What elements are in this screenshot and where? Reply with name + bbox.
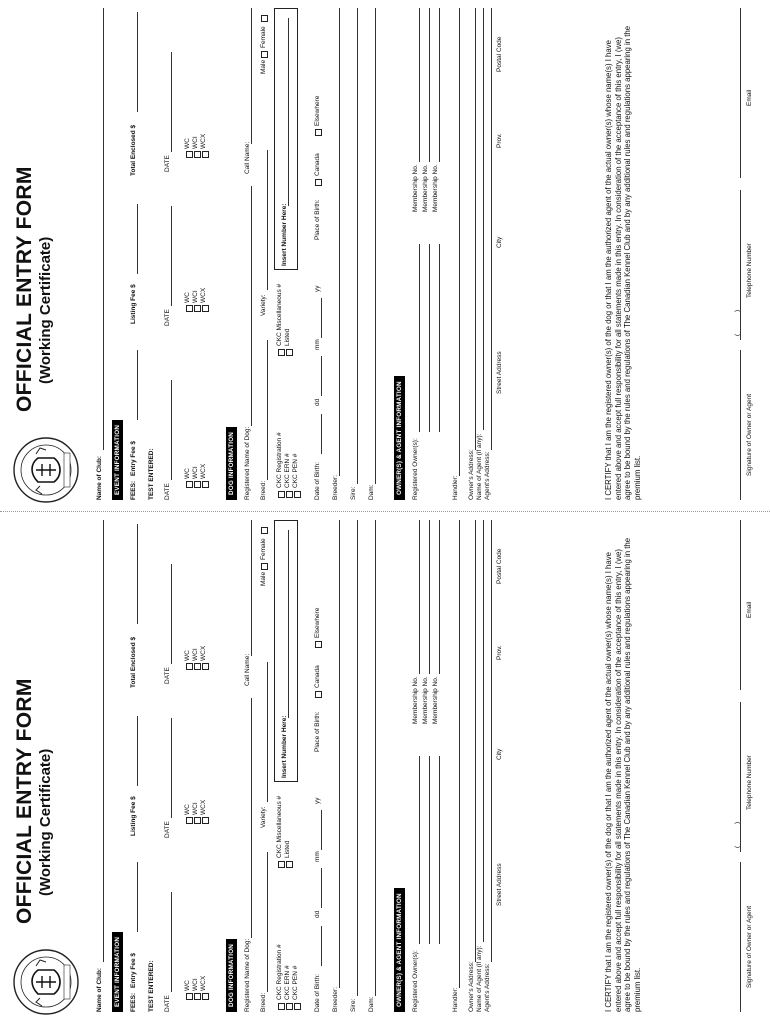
ckc-misc-label: CKC Miscellaneous # bbox=[276, 795, 283, 858]
ckc-misc-checkbox[interactable] bbox=[278, 861, 285, 868]
listing-fee-label: Listing Fee $ bbox=[130, 796, 137, 836]
dob-yy-label: yy bbox=[314, 797, 321, 804]
ckc-registration-checkbox[interactable] bbox=[278, 491, 285, 498]
membership-no-label: Membership No. bbox=[412, 164, 419, 212]
call-name-field[interactable] bbox=[251, 8, 252, 144]
test-wcx-checkbox-1[interactable] bbox=[202, 993, 209, 1000]
dob-yy-label: yy bbox=[314, 285, 321, 292]
club-name-label: Name of Club: bbox=[96, 967, 103, 1012]
test-date-label: DATE bbox=[164, 821, 171, 838]
breeder-field[interactable] bbox=[339, 520, 340, 988]
test-wcx-label: WCX bbox=[200, 799, 207, 815]
agent-name-label: Name of Agent (if any): bbox=[476, 433, 483, 500]
ckc-seal-logo bbox=[12, 436, 80, 504]
total-enclosed-field[interactable] bbox=[137, 12, 138, 112]
breed-field[interactable] bbox=[267, 340, 268, 480]
test-wc-label: WC bbox=[184, 804, 191, 815]
registered-name-field[interactable] bbox=[251, 186, 252, 426]
signature-field[interactable] bbox=[740, 862, 741, 1012]
dob-year-field[interactable] bbox=[321, 810, 322, 850]
elsewhere-checkbox[interactable] bbox=[315, 641, 322, 648]
phone-paren-close: ) bbox=[734, 821, 741, 824]
test-wci-label: WCI bbox=[192, 978, 199, 991]
dam-field[interactable] bbox=[375, 8, 376, 484]
membership-no-label: Membership No. bbox=[422, 164, 429, 212]
signature-label: Signature of Owner or Agent bbox=[746, 393, 753, 476]
test-wc-checkbox-1[interactable] bbox=[186, 481, 193, 488]
test-date-label: DATE bbox=[164, 995, 171, 1012]
test-date-label: DATE bbox=[164, 483, 171, 500]
female-checkbox[interactable] bbox=[261, 15, 268, 22]
phone-label: Telephone Number bbox=[746, 243, 753, 298]
total-enclosed-label: Total Enclosed $ bbox=[130, 636, 137, 688]
test-wci-label: WCI bbox=[192, 136, 199, 149]
agent-address-field[interactable] bbox=[491, 520, 492, 962]
place-of-birth-label: Place of Birth: bbox=[314, 199, 321, 240]
test-wc-checkbox-1[interactable] bbox=[186, 993, 193, 1000]
phone-field[interactable] bbox=[740, 190, 741, 340]
ckc-misc-label: CKC Miscellaneous # bbox=[276, 283, 283, 346]
ckc-pen-checkbox[interactable] bbox=[294, 491, 301, 498]
registered-owners-label: Registered Owner(s): bbox=[412, 438, 419, 500]
sire-field[interactable] bbox=[357, 8, 358, 484]
city-label: City bbox=[496, 748, 503, 760]
breed-field[interactable] bbox=[267, 852, 268, 992]
membership-no-field-2[interactable] bbox=[429, 8, 430, 162]
dam-label: Dam: bbox=[368, 996, 375, 1012]
handler-field[interactable] bbox=[459, 520, 460, 988]
breed-label: Breed: bbox=[260, 480, 267, 500]
male-label: Male bbox=[260, 59, 267, 74]
registered-owner-field-1[interactable] bbox=[419, 756, 420, 944]
test-wc-label: WC bbox=[184, 650, 191, 661]
insert-number-field[interactable] bbox=[288, 530, 289, 718]
listed-label: Listed bbox=[284, 840, 291, 858]
test-date-field-2[interactable] bbox=[171, 718, 172, 818]
male-checkbox[interactable] bbox=[261, 51, 268, 58]
place-of-birth-label: Place of Birth: bbox=[314, 711, 321, 752]
canada-label: Canada bbox=[314, 665, 321, 688]
agent-name-field[interactable] bbox=[483, 520, 484, 942]
club-name-field[interactable] bbox=[103, 8, 104, 450]
certification-text: I CERTIFY that I am the registered owner(s) of the dog or that I am the authorized agent of the actual owner(s) whose name(s) I have entered above and accept full responsibility for all statements made in this entry. In consideration of the acceptance of this entry, I (we) agree to be bound by the rules and regulations of The Canadian Kennel Club and by any additional rules and regulations appearing in the premium list. bbox=[604, 537, 642, 1012]
test-wci-checkbox-2[interactable] bbox=[194, 305, 201, 312]
test-wc-label: WC bbox=[184, 468, 191, 479]
dob-day-field[interactable] bbox=[321, 414, 322, 454]
prov-label: Prov. bbox=[496, 645, 503, 660]
female-label: Female bbox=[260, 26, 267, 48]
test-wcx-checkbox-1[interactable] bbox=[202, 481, 209, 488]
test-entered-label: TEST ENTERED: bbox=[148, 448, 155, 500]
call-name-label: Call Name: bbox=[244, 653, 251, 686]
registered-name-field[interactable] bbox=[251, 698, 252, 938]
handler-label: Handler: bbox=[452, 987, 459, 1012]
phone-paren-open: ( bbox=[734, 333, 741, 336]
street-label: Street Address bbox=[496, 863, 503, 906]
email-field[interactable] bbox=[740, 8, 741, 178]
elsewhere-checkbox[interactable] bbox=[315, 129, 322, 136]
email-label: Email bbox=[746, 601, 753, 618]
variety-label: Variety: bbox=[260, 806, 267, 828]
membership-no-label: Membership No. bbox=[432, 676, 439, 724]
canada-label: Canada bbox=[314, 153, 321, 176]
registered-owners-label: Registered Owner(s): bbox=[412, 950, 419, 1012]
test-wc-label: WC bbox=[184, 980, 191, 991]
sire-label: Sire: bbox=[350, 998, 357, 1012]
fees-label: FEES: bbox=[130, 992, 137, 1012]
male-checkbox[interactable] bbox=[261, 563, 268, 570]
test-date-field-1[interactable] bbox=[171, 380, 172, 480]
ckc-ern-checkbox[interactable] bbox=[286, 491, 293, 498]
registered-owner-field-2[interactable] bbox=[429, 244, 430, 432]
listed-label: Listed bbox=[284, 328, 291, 346]
membership-no-field-2[interactable] bbox=[429, 520, 430, 674]
test-wcx-label: WCX bbox=[200, 287, 207, 303]
test-wci-label: WCI bbox=[192, 466, 199, 479]
agent-address-label: Agent's Address: bbox=[484, 451, 491, 500]
test-wc-checkbox-3[interactable] bbox=[186, 663, 193, 670]
test-wc-label: WC bbox=[184, 138, 191, 149]
test-wci-checkbox-3[interactable] bbox=[194, 151, 201, 158]
membership-no-label: Membership No. bbox=[422, 676, 429, 724]
ckc-registration-checkbox[interactable] bbox=[278, 1003, 285, 1010]
test-date-field-1[interactable] bbox=[171, 892, 172, 992]
ckc-ern-checkbox[interactable] bbox=[286, 1003, 293, 1010]
ckc-seal-logo bbox=[12, 948, 80, 1016]
ckc-pen-label: CKC PEN # bbox=[292, 453, 299, 488]
dog-section-header: DOG INFORMATION bbox=[226, 939, 237, 1012]
owners-address-field[interactable] bbox=[475, 520, 476, 962]
female-label: Female bbox=[260, 538, 267, 560]
test-entered-label: TEST ENTERED: bbox=[148, 960, 155, 1012]
breeder-label: Breeder: bbox=[332, 987, 339, 1012]
variety-field[interactable] bbox=[267, 662, 268, 802]
form-subtitle: (Working Certificate) bbox=[37, 748, 54, 896]
test-wcx-checkbox-3[interactable] bbox=[202, 663, 209, 670]
form-title: OFFICIAL ENTRY FORM bbox=[13, 166, 36, 412]
test-wc-checkbox-3[interactable] bbox=[186, 151, 193, 158]
entry-form-bottom bbox=[0, 512, 770, 1024]
canada-checkbox[interactable] bbox=[315, 691, 322, 698]
test-wcx-checkbox-2[interactable] bbox=[202, 817, 209, 824]
test-date-label: DATE bbox=[164, 155, 171, 172]
membership-no-field-1[interactable] bbox=[419, 520, 420, 674]
test-wci-checkbox-1[interactable] bbox=[194, 481, 201, 488]
street-label: Street Address bbox=[496, 351, 503, 394]
test-wc-label: WC bbox=[184, 292, 191, 303]
prov-label: Prov. bbox=[496, 133, 503, 148]
entry-form-rotated bbox=[0, 512, 770, 1024]
total-enclosed-label: Total Enclosed $ bbox=[130, 124, 137, 176]
dob-day-field[interactable] bbox=[321, 926, 322, 966]
owner-section-header: OWNER(S) & AGENT INFORMATION bbox=[394, 376, 405, 500]
phone-field[interactable] bbox=[740, 702, 741, 852]
postal-code-label: Postal Code bbox=[496, 548, 503, 584]
test-wcx-label: WCX bbox=[200, 975, 207, 991]
agent-name-field[interactable] bbox=[483, 8, 484, 430]
test-wci-label: WCI bbox=[192, 290, 199, 303]
ckc-pen-checkbox[interactable] bbox=[294, 1003, 301, 1010]
call-name-field[interactable] bbox=[251, 520, 252, 656]
test-wcx-label: WCX bbox=[200, 463, 207, 479]
phone-label: Telephone Number bbox=[746, 755, 753, 810]
elsewhere-label: Elsewhere bbox=[314, 607, 321, 638]
email-label: Email bbox=[746, 89, 753, 106]
listing-fee-field[interactable] bbox=[137, 204, 138, 274]
owner-section-header: OWNER(S) & AGENT INFORMATION bbox=[394, 888, 405, 1012]
male-label: Male bbox=[260, 571, 267, 586]
phone-paren-close: ) bbox=[734, 309, 741, 312]
test-date-label: DATE bbox=[164, 667, 171, 684]
registered-name-label: Registered Name of Dog: bbox=[244, 426, 251, 500]
city-label: City bbox=[496, 236, 503, 248]
entry-fee-label: Entry Fee $ bbox=[130, 952, 137, 988]
postal-code-label: Postal Code bbox=[496, 36, 503, 72]
agent-address-field[interactable] bbox=[491, 8, 492, 450]
ckc-misc-checkbox[interactable] bbox=[278, 349, 285, 356]
test-wci-checkbox-2[interactable] bbox=[194, 817, 201, 824]
form-subtitle: (Working Certificate) bbox=[37, 236, 54, 384]
breeder-label: Breeder: bbox=[332, 475, 339, 500]
test-wci-label: WCI bbox=[192, 648, 199, 661]
agent-name-label: Name of Agent (if any): bbox=[476, 945, 483, 1012]
certification-text: I CERTIFY that I am the registered owner(s) of the dog or that I am the authorized agent of the actual owner(s) whose name(s) I have entered above and accept full responsibility for all statements made in this entry. In consideration of the acceptance of this entry, I (we) agree to be bound by the rules and regulations of The Canadian Kennel Club and by any additional rules and regulations appearing in the premium list. bbox=[604, 25, 642, 500]
test-wci-checkbox-1[interactable] bbox=[194, 993, 201, 1000]
registered-owner-field-2[interactable] bbox=[429, 756, 430, 944]
test-wcx-checkbox-3[interactable] bbox=[202, 151, 209, 158]
membership-no-label: Membership No. bbox=[412, 676, 419, 724]
owners-address-label: Owner's Address: bbox=[468, 449, 475, 500]
call-name-label: Call Name: bbox=[244, 141, 251, 174]
breeder-field[interactable] bbox=[339, 8, 340, 476]
variety-label: Variety: bbox=[260, 294, 267, 316]
ckc-ern-label: CKC ERN # bbox=[284, 453, 291, 488]
dob-dd-label: dd bbox=[314, 910, 321, 918]
test-date-label: DATE bbox=[164, 309, 171, 326]
owners-address-field[interactable] bbox=[475, 8, 476, 450]
breed-label: Breed: bbox=[260, 992, 267, 1012]
dob-month-field[interactable] bbox=[321, 356, 322, 396]
sire-label: Sire: bbox=[350, 486, 357, 500]
sire-field[interactable] bbox=[357, 520, 358, 996]
dob-month-field[interactable] bbox=[321, 868, 322, 908]
test-wc-checkbox-2[interactable] bbox=[186, 817, 193, 824]
registered-owner-field-3[interactable] bbox=[439, 756, 440, 944]
entry-fee-label: Entry Fee $ bbox=[130, 440, 137, 476]
dob-label: Date of Birth: bbox=[314, 462, 321, 500]
club-name-label: Name of Club: bbox=[96, 455, 103, 500]
owners-address-label: Owner's Address: bbox=[468, 961, 475, 1012]
fees-label: FEES: bbox=[130, 480, 137, 500]
event-section-header: EVENT INFORMATION bbox=[112, 420, 123, 500]
listed-checkbox[interactable] bbox=[286, 349, 293, 356]
listed-checkbox[interactable] bbox=[286, 861, 293, 868]
insert-number-label: Insert Number Here: bbox=[281, 715, 288, 778]
email-field[interactable] bbox=[740, 520, 741, 690]
ckc-registration-label: CKC Registration # bbox=[276, 944, 283, 1000]
club-name-field[interactable] bbox=[103, 520, 104, 962]
entry-fee-field[interactable] bbox=[137, 862, 138, 932]
test-date-field-3[interactable] bbox=[171, 564, 172, 664]
variety-field[interactable] bbox=[267, 150, 268, 290]
registered-name-label: Registered Name of Dog: bbox=[244, 938, 251, 1012]
signature-label: Signature of Owner or Agent bbox=[746, 905, 753, 988]
membership-no-field-3[interactable] bbox=[439, 8, 440, 162]
agent-address-label: Agent's Address: bbox=[484, 963, 491, 1012]
entry-fee-field[interactable] bbox=[137, 350, 138, 420]
signature-field[interactable] bbox=[740, 350, 741, 500]
handler-field[interactable] bbox=[459, 8, 460, 476]
insert-number-label: Insert Number Here: bbox=[281, 203, 288, 266]
dob-mm-label: mm bbox=[314, 851, 321, 862]
form-title: OFFICIAL ENTRY FORM bbox=[13, 678, 36, 924]
test-wci-label: WCI bbox=[192, 802, 199, 815]
test-wcx-label: WCX bbox=[200, 133, 207, 149]
test-wc-checkbox-2[interactable] bbox=[186, 305, 193, 312]
registered-owner-field-3[interactable] bbox=[439, 244, 440, 432]
handler-label: Handler: bbox=[452, 475, 459, 500]
event-section-header: EVENT INFORMATION bbox=[112, 932, 123, 1012]
membership-no-field-1[interactable] bbox=[419, 8, 420, 162]
test-wci-checkbox-3[interactable] bbox=[194, 663, 201, 670]
dob-year-field[interactable] bbox=[321, 298, 322, 338]
canada-checkbox[interactable] bbox=[315, 179, 322, 186]
ckc-ern-label: CKC ERN # bbox=[284, 965, 291, 1000]
dob-mm-label: mm bbox=[314, 339, 321, 350]
dam-label: Dam: bbox=[368, 484, 375, 500]
dob-dd-label: dd bbox=[314, 398, 321, 406]
dog-section-header: DOG INFORMATION bbox=[226, 427, 237, 500]
elsewhere-label: Elsewhere bbox=[314, 95, 321, 126]
phone-paren-open: ( bbox=[734, 845, 741, 848]
total-enclosed-field[interactable] bbox=[137, 524, 138, 624]
test-wcx-checkbox-2[interactable] bbox=[202, 305, 209, 312]
registered-owner-field-1[interactable] bbox=[419, 244, 420, 432]
female-checkbox[interactable] bbox=[261, 527, 268, 534]
listing-fee-label: Listing Fee $ bbox=[130, 284, 137, 324]
dob-label: Date of Birth: bbox=[314, 974, 321, 1012]
ckc-registration-label: CKC Registration # bbox=[276, 432, 283, 488]
insert-number-field[interactable] bbox=[288, 18, 289, 206]
ckc-pen-label: CKC PEN # bbox=[292, 965, 299, 1000]
test-wcx-label: WCX bbox=[200, 645, 207, 661]
membership-no-label: Membership No. bbox=[432, 164, 439, 212]
listing-fee-field[interactable] bbox=[137, 716, 138, 786]
membership-no-field-3[interactable] bbox=[439, 520, 440, 674]
test-date-field-3[interactable] bbox=[171, 52, 172, 152]
test-date-field-2[interactable] bbox=[171, 206, 172, 306]
dam-field[interactable] bbox=[375, 520, 376, 996]
